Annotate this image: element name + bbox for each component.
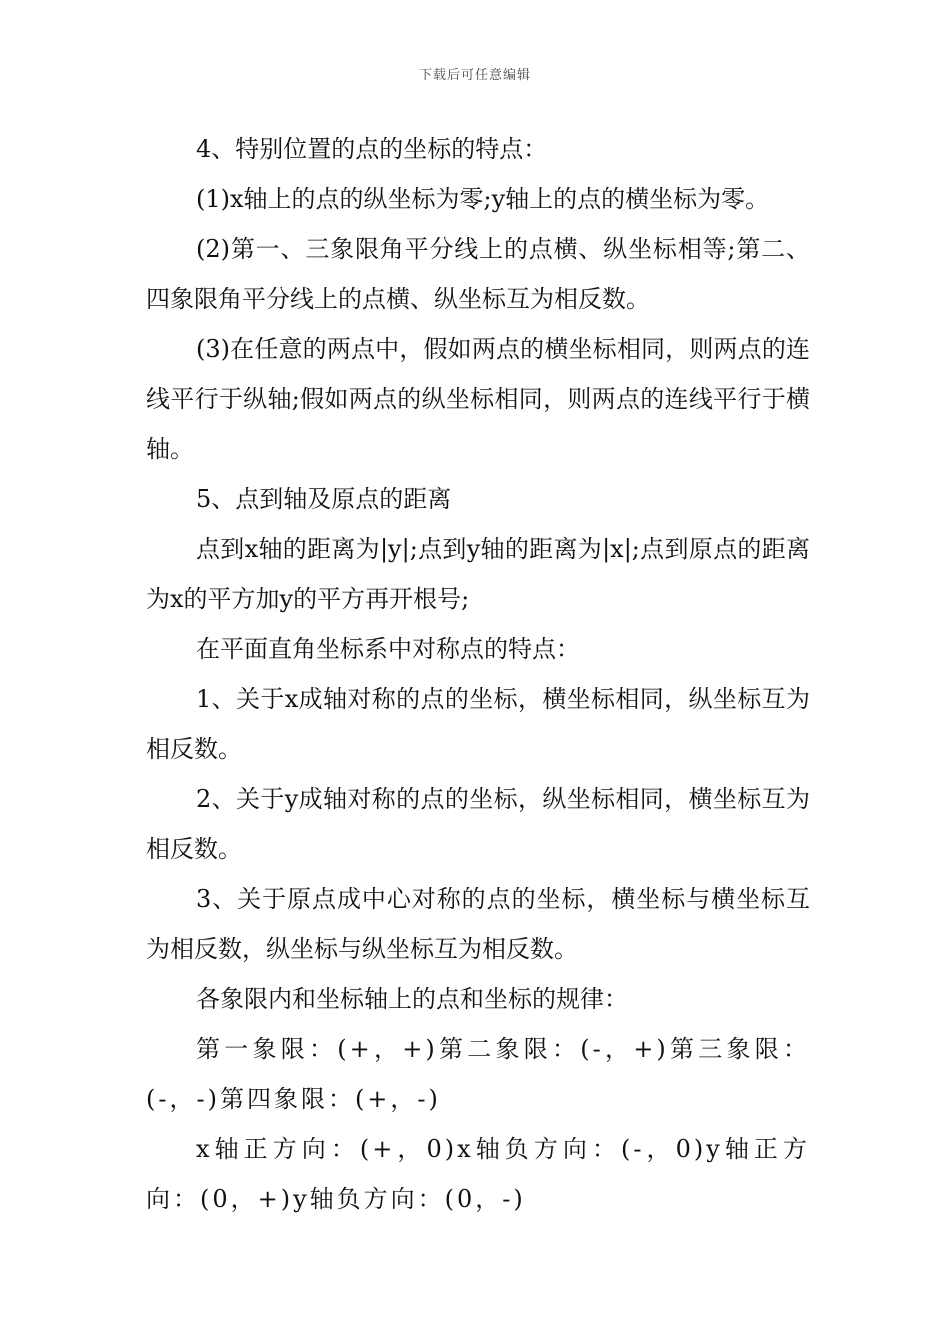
paragraph-axis-direction-signs: x轴正方向：(+，0)x轴负方向：(-，0)y轴正方向：(0，+)y轴负方向：(0，-) <box>146 1135 810 1213</box>
page-header: 下载后可任意编辑 <box>418 68 531 83</box>
paragraph-parallel-lines: (3)在任意的两点中，假如两点的横坐标相同，则两点的连线平行于纵轴;假如两点的纵坐标相同，则两点的连线平行于横轴。 <box>146 335 810 463</box>
paragraph-quadrant-rules-heading: 各象限内和坐标轴上的点和坐标的规律： <box>196 985 628 1013</box>
paragraph-origin-symmetry: 3、关于原点成中心对称的点的坐标，横坐标与横坐标互为相反数，纵坐标与纵坐标互为相反数。 <box>146 885 810 963</box>
paragraph-quadrant-signs: 第一象限：(+，+)第二象限：(-，+)第三象限：(-，-)第四象限：(+，-) <box>146 1035 810 1113</box>
paragraph-distance-rule: 点到x轴的距离为|y|;点到y轴的距离为|x|;点到原点的距离为x的平方加y的平方再开根号; <box>146 535 810 613</box>
document-body <box>146 124 810 1224</box>
paragraph-symmetry-heading: 在平面直角坐标系中对称点的特点： <box>196 635 580 663</box>
paragraph-y-axis-symmetry: 2、关于y成轴对称的点的坐标，纵坐标相同，横坐标互为相反数。 <box>146 785 810 863</box>
paragraph-special-positions-heading: 4、特别位置的点的坐标的特点： <box>196 135 548 163</box>
paragraph-x-axis-symmetry: 1、关于x成轴对称的点的坐标，横坐标相同，纵坐标互为相反数。 <box>146 685 810 763</box>
paragraph-bisector-points: (2)第一、三象限角平分线上的点横、纵坐标相等;第二、四象限角平分线上的点横、纵坐标互为相反数。 <box>146 235 810 313</box>
paragraph-distance-heading: 5、点到轴及原点的距离 <box>196 485 452 513</box>
paragraph-axis-points: (1)x轴上的点的纵坐标为零;y轴上的点的横坐标为零。 <box>196 185 770 213</box>
